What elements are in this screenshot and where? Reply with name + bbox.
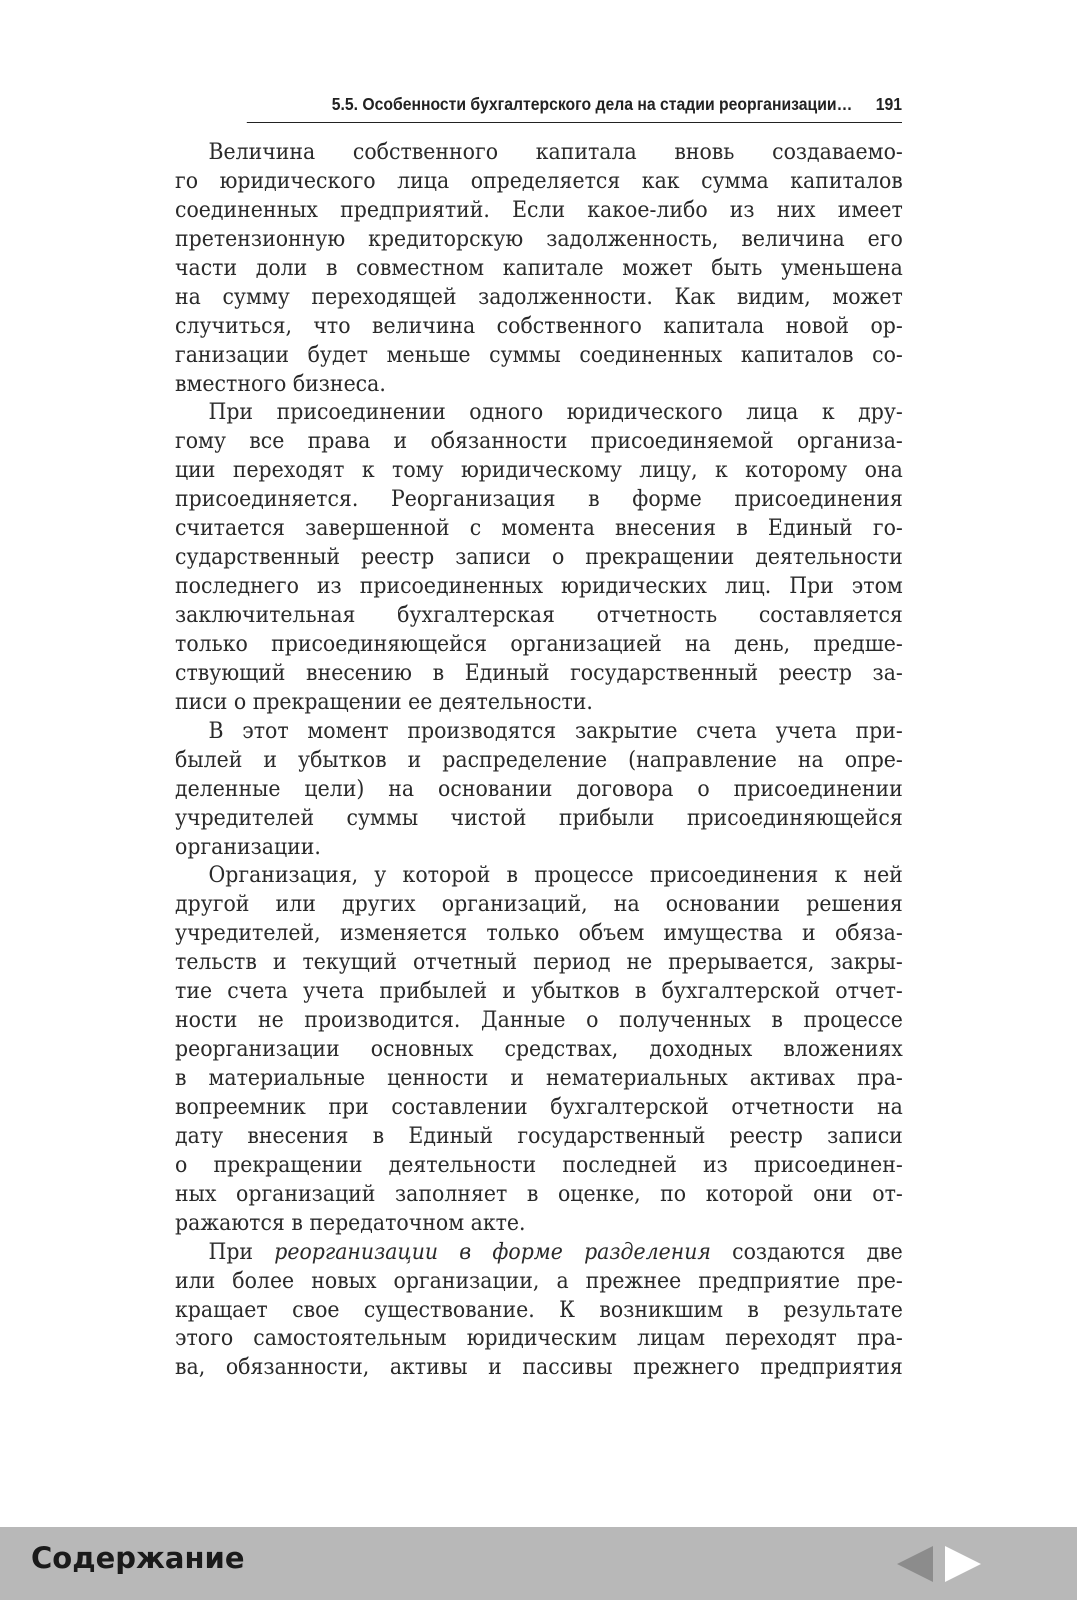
text-line: тие счета учета прибылей и убытков в бухгалтерской отчет- bbox=[175, 979, 903, 1005]
text-line: реорганизации основных средствах, доходных вложениях bbox=[175, 1037, 903, 1063]
text-line: ных организаций заполняет в оценке, по которой они от- bbox=[175, 1181, 903, 1207]
italic-term: реорганизации в форме разделения bbox=[274, 1239, 711, 1265]
text-line: ности не производится. Данные о полученных в процессе bbox=[175, 1008, 903, 1034]
running-head bbox=[247, 86, 902, 123]
triangle-left-icon bbox=[895, 1546, 935, 1582]
table-of-contents-link[interactable]: Содержание bbox=[31, 1541, 245, 1575]
text-line: соединенных предприятий. Если какое-либо из них имеет bbox=[175, 197, 903, 223]
navigation-bar bbox=[0, 1527, 1077, 1600]
text-line: ции переходят к тому юридическому лицу, к которому она bbox=[175, 458, 903, 484]
text-line: присоединяется. Реорганизация в форме присоединения bbox=[175, 487, 903, 513]
next-page-button[interactable] bbox=[943, 1546, 983, 1582]
text-line: или более новых организации, а прежнее предприятие пре- bbox=[175, 1268, 903, 1294]
text-line: Организация, у которой в процессе присоединения к ней bbox=[208, 863, 903, 889]
text-line: только присоединяющейся организацией на день, предше- bbox=[175, 631, 903, 657]
text-run: При bbox=[208, 1239, 275, 1265]
body-text bbox=[175, 139, 903, 1383]
text-line: го юридического лица определяется как сумма капиталов bbox=[175, 168, 903, 194]
text-line: части доли в совместном капитале может быть уменьшена bbox=[175, 255, 903, 281]
previous-page-button[interactable] bbox=[895, 1546, 935, 1582]
text-line: ганизации будет меньше суммы соединенных капиталов со- bbox=[175, 342, 903, 368]
text-line: случиться, что величина собственного капитала новой ор- bbox=[175, 313, 903, 339]
text-line: Величина собственного капитала вновь создаваемо- bbox=[208, 140, 903, 165]
text-line: организации. bbox=[175, 834, 321, 860]
text-line: вопреемник при составлении бухгалтерской отчетности на bbox=[175, 1094, 903, 1120]
text-line: деленные цели) на основании договора о присоединении bbox=[175, 776, 903, 802]
text-line: другой или других организаций, на основании решения bbox=[175, 892, 903, 918]
text-line: заключительная бухгалтерская отчетность составляется bbox=[175, 603, 903, 628]
text-line: тельств и текущий отчетный период не прерывается, закры- bbox=[175, 950, 903, 976]
triangle-right-icon bbox=[943, 1546, 983, 1582]
text-line: ствующий внесению в Единый государственный реестр за- bbox=[175, 660, 903, 686]
text-line: гому все права и обязанности присоединяемой организа- bbox=[175, 429, 903, 455]
text-line: В этот момент производятся закрытие счета учета при- bbox=[208, 718, 903, 744]
text-line: ва, обязанности, активы и пассивы прежнего предприятия bbox=[175, 1355, 903, 1381]
text-line: учредителей суммы чистой прибыли присоединяющейся bbox=[175, 805, 903, 831]
text-line: учредителей, изменяется только объем имущества и обяза- bbox=[175, 921, 903, 947]
text-line: сударственный реестр записи о прекращении деятельности bbox=[175, 545, 903, 571]
text-line: о прекращении деятельности последней из присоединен- bbox=[175, 1152, 903, 1178]
text-line: последнего из присоединенных юридических лиц. При этом bbox=[175, 574, 903, 600]
text-line: претензионную кредиторскую задолженность, величина его bbox=[175, 226, 903, 252]
text-line: этого самостоятельным юридическим лицам переходят пра- bbox=[175, 1326, 903, 1352]
text-line: считается завершенной с момента внесения в Единый го- bbox=[175, 516, 903, 542]
text-line bbox=[175, 1239, 903, 1268]
text-line: былей и убытков и распределение (направление на опре- bbox=[175, 747, 903, 773]
text-line: в материальные ценности и нематериальных активах пра- bbox=[175, 1066, 903, 1091]
text-line: на сумму переходящей задолженности. Как видим, может bbox=[175, 284, 903, 310]
text-line: При присоединении одного юридического лица к дру- bbox=[208, 400, 903, 426]
text-line: писи о прекращении ее деятельности. bbox=[175, 689, 593, 715]
text-line: ражаются в передаточном акте. bbox=[175, 1210, 526, 1236]
text-line: кращает свое существование. К возникшим в результате bbox=[175, 1297, 903, 1323]
section-title: 5.5. Особенности бухгалтерского дела на стадии реорганизации… bbox=[331, 93, 853, 114]
page-number: 191 bbox=[875, 93, 902, 114]
text-line: вместного бизнеса. bbox=[175, 371, 386, 397]
text-line: дату внесения в Единый государственный реестр записи bbox=[175, 1123, 903, 1149]
text-run: создаются две bbox=[710, 1239, 903, 1265]
